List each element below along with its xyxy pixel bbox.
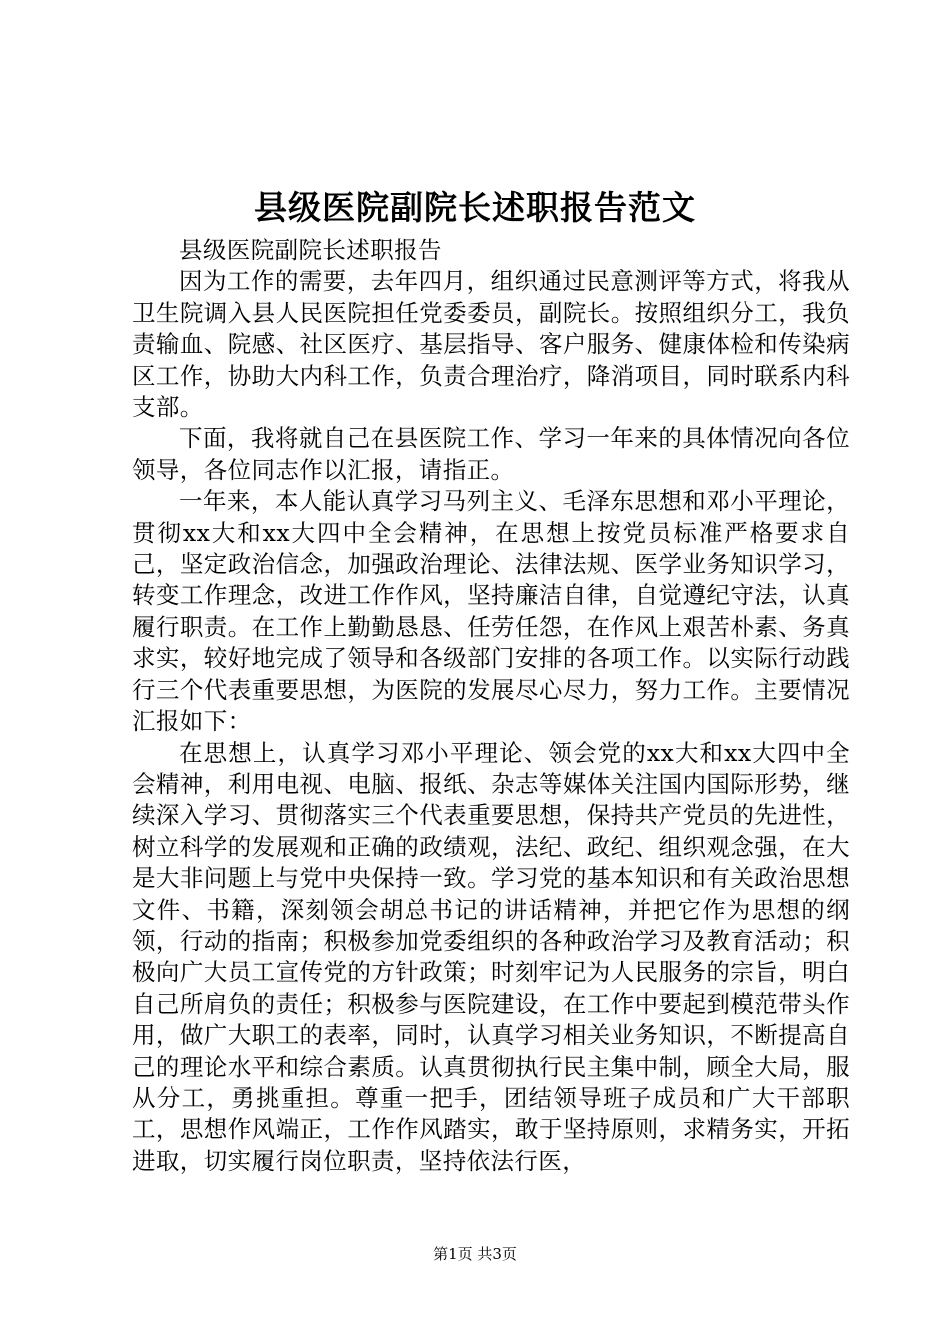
page-footer — [0, 1243, 950, 1265]
paragraph: 因为工作的需要，去年四月，组织通过民意测评等方式，将我从卫生院调入县人民医院担任党委委员，副院长。按照组织分工，我负责输血、院感、社区医疗、基层指导、客户服务、健康体检和传染病区工作，协助大内科工作，负责合理治疗，降消项目，同时联系内科支部。 — [132, 267, 850, 422]
paragraph: 下面，我将就自己在县医院工作、学习一年来的具体情况向各位领导，各位同志作以汇报，请指正。 — [132, 424, 850, 484]
page-number: 第1页 共3页 — [433, 1245, 517, 1263]
paragraph: 在思想上，认真学习邓小平理论、领会党的xx大和xx大四中全会精神，利用电视、电脑、报纸、杂志等媒体关注国内国际形势，继续深入学习、贯彻落实三个代表重要思想，保持共产党员的先进性，树立科学的发展观和正确的政绩观，法纪、政纪、组织观念强，在大是大非问题上与党中央保持一致。学习党的基本知识和有关政治思想文件、书籍，深刻领会胡总书记的讲话精神，并把它作为思想的纲领，行动的指南；积极参加党委组织的各种政治学习及教育活动；积极向广大员工宣传党的方针政策；时刻牢记为人民服务的宗旨，明白自己所肩负的责任；积极参与医院建设，在工作中要起到模范带头作用，做广大职工的表率，同时，认真学习相关业务知识，不断提高自己的理论水平和综合素质。认真贯彻执行民主集中制，顾全大局，服从分工，勇挑重担。尊重一把手，团结领导班子成员和广大干部职工，思想作风端正，工作作风踏实，敢于坚持原则，求精务实，开拓进取，切实履行岗位职责，坚持依法行医， — [132, 738, 850, 1175]
paragraph-subtitle: 县级医院副院长述职报告 — [179, 236, 442, 264]
document-body — [132, 235, 850, 1177]
paragraph: 一年来，本人能认真学习马列主义、毛泽东思想和邓小平理论，贯彻xx大和xx大四中全会精神，在思想上按党员标准严格要求自己，坚定政治信念，加强政治理论、法律法规、医学业务知识学习，转变工作理念，改进工作作风，坚持廉洁自律，自觉遵纪守法，认真履行职责。在工作上勤勤恳恳、任劳任怨，在作风上艰苦朴素、务真求实，较好地完成了领导和各级部门安排的各项工作。以实际行动践行三个代表重要思想，为医院的发展尽心尽力，努力工作。主要情况汇报如下： — [132, 487, 850, 736]
document-title: 县级医院副院长述职报告范文 — [254, 188, 696, 227]
